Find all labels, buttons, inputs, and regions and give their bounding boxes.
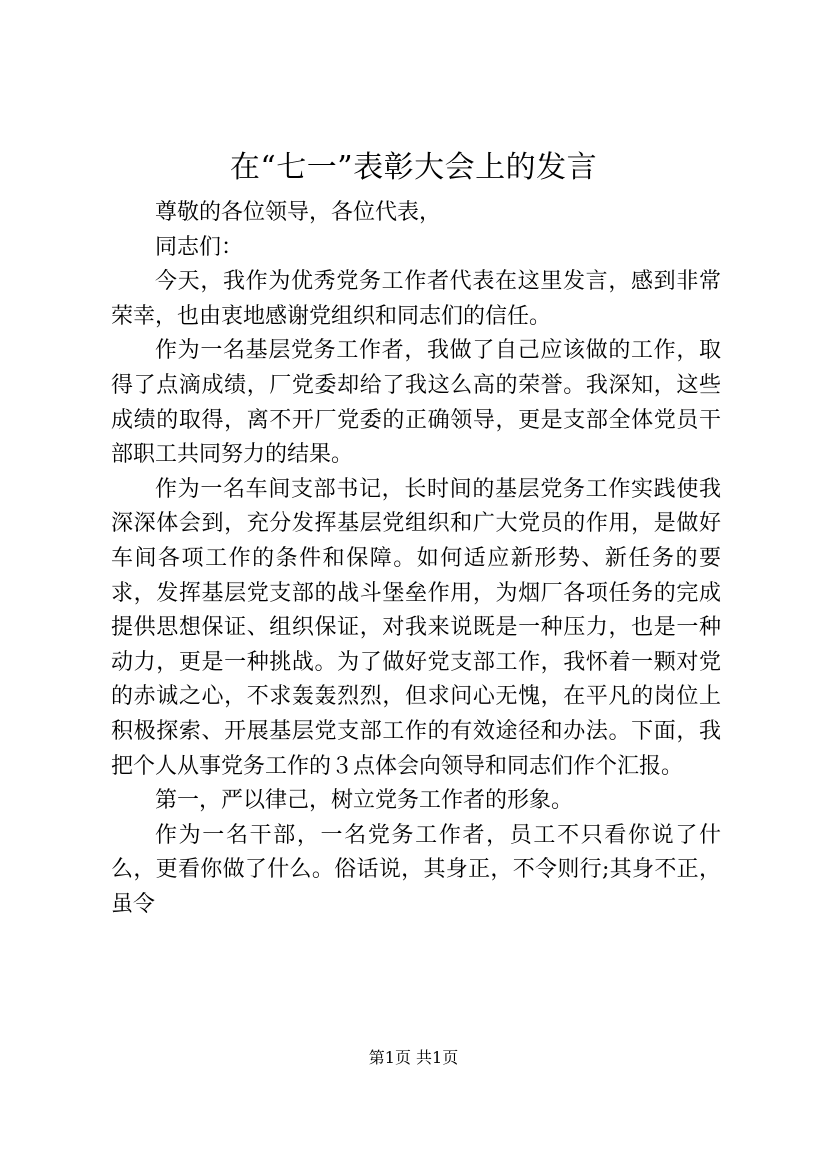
document-body	[111, 196, 721, 922]
salutation-line: 同志们：	[155, 234, 244, 260]
document-title: 在“七一”表彰大会上的发言	[229, 150, 598, 185]
paragraph-first-point: 作为一名干部，一名党务工作者，员工不只看你说了什么，更看你做了什么。俗话说，其身正，不令则行;其身不正，虽令	[111, 822, 721, 917]
page-footer: 第1页 共1页	[368, 1048, 459, 1067]
paragraph-intro: 今天，我作为优秀党务工作者代表在这里发言，感到非常荣幸，也由衷地感谢党组织和同志们的信任。	[111, 269, 721, 329]
greeting-line: 尊敬的各位领导，各位代表，	[155, 200, 442, 225]
section-heading-first: 第一，严以律己，树立党务工作者的形象。	[155, 788, 574, 814]
paragraph-experience: 作为一名车间支部书记，长时间的基层党务工作实践使我深深体会到，充分发挥基层党组织和广大党员的作用，是做好车间各项工作的条件和保障。如何适应新形势、新任务的要求，发挥基层党支部的战斗堡垒作用，为烟厂各项任务的完成提供思想保证、组织保证，对我来说既是一种压力，也是一种动力，更是一种挑战。为了做好党支部工作，我怀着一颗对党的赤诚之心，不求轰轰烈烈，但求问心无愧，在平凡的岗位上积极探索、开展基层党支部工作的有效途径和办法。下面，我把个人从事党务工作的３点体会向领导和同志们作个汇报。	[111, 476, 721, 779]
paragraph-achievement: 作为一名基层党务工作者，我做了自己应该做的工作，取得了点滴成绩，厂党委却给了我这么高的荣誉。我深知，这些成绩的取得，离不开厂党委的正确领导，更是支部全体党员干部职工共同努力的结果。	[111, 338, 721, 468]
